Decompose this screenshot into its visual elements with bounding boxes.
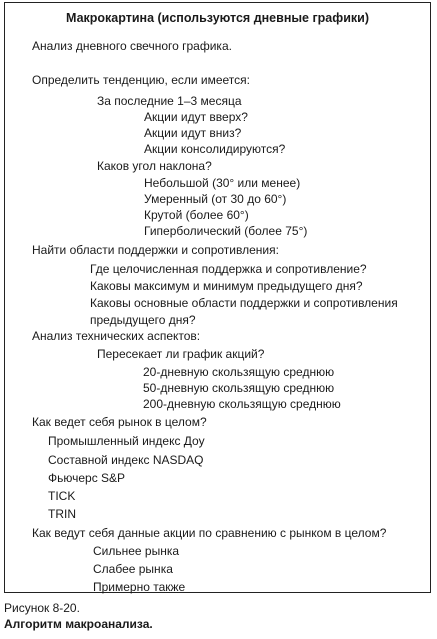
checklist-line: Анализ технических аспектов: (32, 329, 201, 343)
checklist-line: Акции идут вверх? (144, 110, 248, 124)
checklist-line: Небольшой (30° или менее) (144, 176, 301, 190)
checklist-line: TRIN (48, 507, 76, 521)
checklist-line: Слабее рынка (93, 562, 173, 576)
checklist-line: Крутой (более 60°) (144, 208, 249, 222)
checklist-line: Сильнее рынка (93, 544, 180, 558)
checklist-line: Акции идут вниз? (144, 126, 242, 140)
figure-frame (4, 2, 431, 593)
checklist-line: 20-дневную скользящую среднюю (143, 365, 335, 379)
checklist-line: TICK (48, 489, 76, 503)
checklist-line: Как ведет себя рынок в целом? (32, 415, 207, 429)
checklist-line: 200-дневную скользящую среднюю (143, 397, 341, 411)
checklist-line: Как ведут себя данные акции по сравнению с рынком в целом? (32, 526, 387, 540)
figure-number: Рисунок 8-20. (4, 601, 80, 615)
checklist-line: За последние 1–3 месяца (97, 94, 242, 108)
checklist-line: Каковы основные области поддержки и сопротивления (90, 296, 398, 310)
checklist-line: Гиперболический (более 75°) (144, 224, 308, 238)
checklist-line: Фьючерс S&P (48, 471, 126, 485)
checklist-line: Где целочисленная поддержка и сопротивление? (90, 262, 367, 276)
checklist-line: Умеренный (от 30 до 60°) (144, 192, 287, 206)
checklist-line: Найти области поддержки и сопротивления: (32, 243, 279, 257)
checklist-line: Акции консолидируются? (144, 142, 286, 156)
checklist-line: Анализ дневного свечного графика. (32, 39, 232, 53)
checklist-line: Каковы максимум и минимум предыдущего дня? (90, 279, 363, 293)
checklist-line: Составной индекс NASDAQ (48, 453, 204, 467)
checklist-line: предыдущего дня? (90, 313, 196, 327)
checklist-line: Определить тенденцию, если имеется: (32, 73, 250, 87)
checklist-line: Примерно также (93, 580, 186, 594)
figure-caption: Алгоритм макроанализа. (4, 617, 153, 631)
checklist-line: 50-дневную скользящую среднюю (143, 381, 335, 395)
checklist-line: Промышленный индекс Доу (48, 434, 205, 448)
figure-title: Макрокартина (используются дневные графики) (66, 11, 369, 25)
checklist-line: Каков угол наклона? (97, 159, 212, 173)
checklist-line: Пересекает ли график акций? (97, 347, 265, 361)
